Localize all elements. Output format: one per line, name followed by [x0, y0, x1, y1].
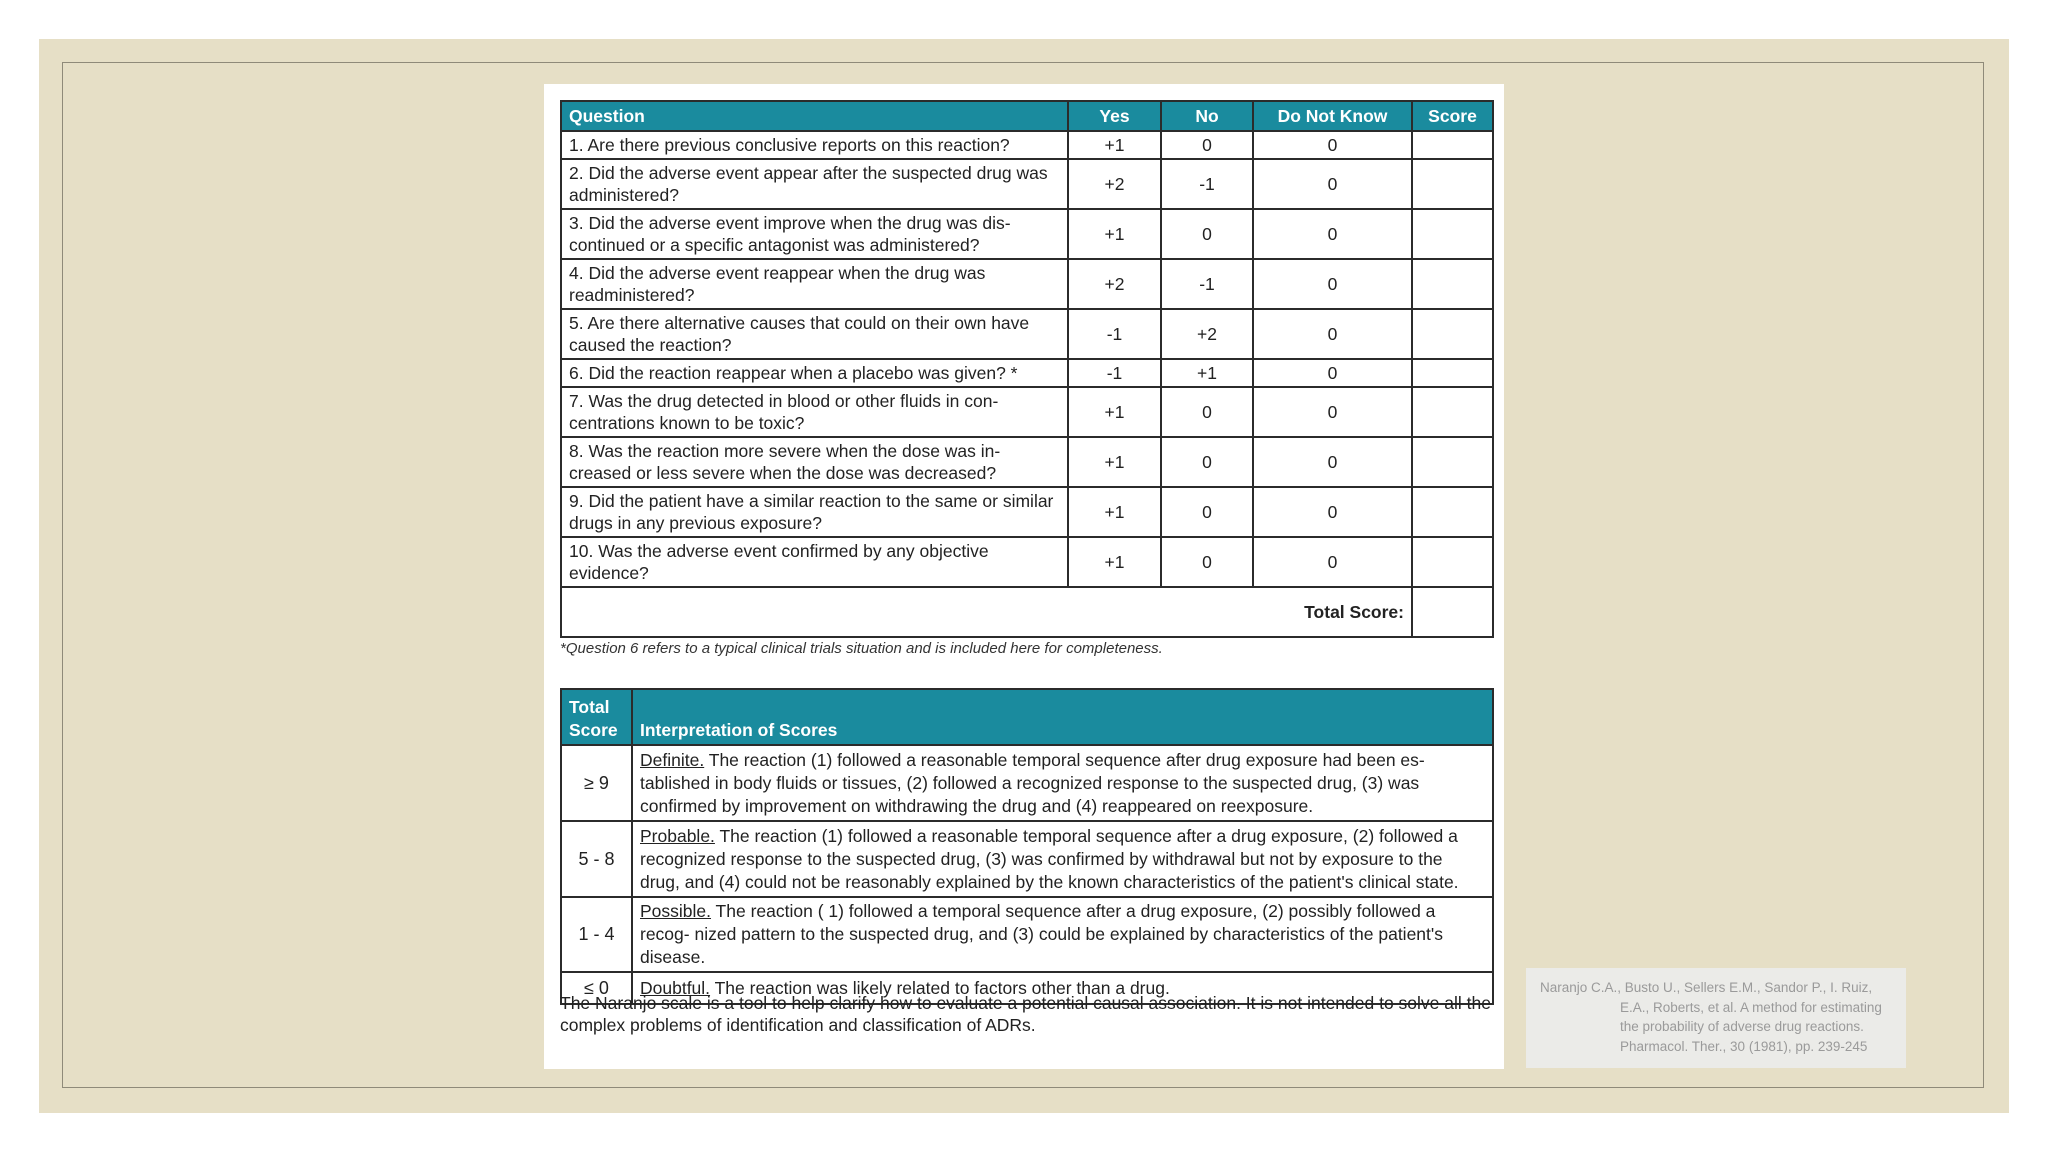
do-not-know-value: 0: [1253, 209, 1412, 259]
score-cell[interactable]: [1412, 131, 1493, 159]
do-not-know-value: 0: [1253, 259, 1412, 309]
total-score-cell[interactable]: [1412, 587, 1493, 637]
table-row: [561, 159, 1493, 209]
score-range: ≤ 0: [561, 972, 632, 1004]
yes-value: +1: [1068, 387, 1161, 437]
do-not-know-value: 0: [1253, 131, 1412, 159]
no-value: 0: [1161, 487, 1253, 537]
column-header-question: Question: [561, 101, 1068, 131]
citation-line-2: E.A., Roberts, et al. A method for estimating: [1620, 999, 1882, 1015]
table-row: [561, 387, 1493, 437]
category-description: The reaction (1) followed a reasonable temporal sequence after drug exposure had been es- tablished in body fluids or tissues, (2) followed a recognized response to the suspected drug, (3) was confirmed by improvement on withdrawing the drug and (4) reappeared on reexposure.: [640, 749, 1425, 816]
yes-value: +1: [1068, 487, 1161, 537]
footnote: *Question 6 refers to a typical clinical trials situation and is included here for completeness.: [560, 640, 1163, 657]
table-row: [561, 897, 1493, 972]
yes-value: +1: [1068, 131, 1161, 159]
score-cell[interactable]: [1412, 209, 1493, 259]
score-cell[interactable]: [1412, 159, 1493, 209]
table-header-row: [561, 689, 1493, 745]
no-value: 0: [1161, 437, 1253, 487]
naranjo-questionnaire-table: [560, 100, 1494, 638]
yes-value: +1: [1068, 209, 1161, 259]
header-total-line1: Total: [569, 697, 610, 717]
score-cell[interactable]: [1412, 487, 1493, 537]
yes-value: -1: [1068, 309, 1161, 359]
table-row: [561, 259, 1493, 309]
score-cell[interactable]: [1412, 537, 1493, 587]
question-text: 1. Are there previous conclusive reports on this reaction?: [561, 131, 1068, 159]
table-row: [561, 131, 1493, 159]
citation-line-4: Pharmacol. Ther., 30 (1981), pp. 239-245: [1620, 1038, 1868, 1054]
column-header-score: Score: [1412, 101, 1493, 131]
score-cell[interactable]: [1412, 437, 1493, 487]
citation-box: [1526, 968, 1906, 1068]
no-value: +1: [1161, 359, 1253, 387]
no-value: -1: [1161, 259, 1253, 309]
question-text: 4. Did the adverse event reappear when the drug was readministered?: [561, 259, 1068, 309]
column-header-interpretation: Interpretation of Scores: [632, 689, 1493, 745]
table-row: [561, 437, 1493, 487]
score-cell[interactable]: [1412, 259, 1493, 309]
table-row: [561, 487, 1493, 537]
do-not-know-value: 0: [1253, 437, 1412, 487]
category-term: Definite.: [640, 749, 705, 770]
closing-paragraph: The Naranjo scale is a tool to help clarify how to evaluate a potential causal association. It is not intended to solve all the complex problems of identification and classification of ADRs.: [560, 993, 1491, 1035]
no-value: 0: [1161, 131, 1253, 159]
no-value: -1: [1161, 159, 1253, 209]
do-not-know-value: 0: [1253, 159, 1412, 209]
score-range: 1 - 4: [561, 897, 632, 972]
no-value: 0: [1161, 387, 1253, 437]
score-range: ≥ 9: [561, 745, 632, 821]
question-text: 2. Did the adverse event appear after the suspected drug was administered?: [561, 159, 1068, 209]
question-text: 9. Did the patient have a similar reaction to the same or similar drugs in any previous exposure?: [561, 487, 1068, 537]
score-range: 5 - 8: [561, 821, 632, 897]
table-row: [561, 309, 1493, 359]
no-value: 0: [1161, 209, 1253, 259]
category-description: The reaction was likely related to factors other than a drug.: [710, 977, 1170, 998]
interpretation-table: [560, 688, 1494, 1005]
question-text: 6. Did the reaction reappear when a placebo was given? *: [561, 359, 1068, 387]
category-term: Possible.: [640, 901, 712, 921]
column-header-do-not-know: Do Not Know: [1253, 101, 1412, 131]
do-not-know-value: 0: [1253, 537, 1412, 587]
total-score-row: [561, 587, 1493, 637]
do-not-know-value: 0: [1253, 309, 1412, 359]
citation-line-3: the probability of adverse drug reactions.: [1620, 1019, 1864, 1034]
interpretation-text: [632, 745, 1493, 821]
do-not-know-value: 0: [1253, 359, 1412, 387]
table-row: [561, 537, 1493, 587]
interpretation-text: [632, 897, 1493, 972]
category-term: Probable.: [640, 825, 715, 846]
score-cell[interactable]: [1412, 359, 1493, 387]
score-cell[interactable]: [1412, 387, 1493, 437]
naranjo-scale-document: [544, 84, 1504, 1069]
yes-value: -1: [1068, 359, 1161, 387]
yes-value: +2: [1068, 259, 1161, 309]
question-text: 3. Did the adverse event improve when the drug was dis- continued or a specific antagonist was administered?: [561, 209, 1068, 259]
header-total-line2: Score: [569, 720, 618, 740]
score-cell[interactable]: [1412, 309, 1493, 359]
yes-value: +1: [1068, 437, 1161, 487]
table-row: [561, 745, 1493, 821]
category-term: Doubtful.: [640, 977, 711, 998]
category-description: The reaction (1) followed a reasonable temporal sequence after a drug exposure, (2) followed a recognized response to the suspected drug, (3) was confirmed by withdrawal but not by exposure to the drug, and (4) could not be reasonably explained by the known characteristics of the patient's clinical state.: [640, 825, 1459, 892]
column-header-no: No: [1161, 101, 1253, 131]
question-text: 10. Was the adverse event confirmed by any objective evidence?: [561, 537, 1068, 587]
interpretation-text: [632, 821, 1493, 897]
yes-value: +1: [1068, 537, 1161, 587]
column-header-total-score: [561, 689, 632, 745]
category-description: The reaction ( 1) followed a temporal sequence after a drug exposure, (2) possibly followed a recog- nized pattern to the suspected drug, and (3) could be explained by characteristics of the patient's disease.: [640, 901, 1443, 967]
total-score-label: Total Score:: [561, 587, 1412, 637]
do-not-know-value: 0: [1253, 487, 1412, 537]
no-value: 0: [1161, 537, 1253, 587]
yes-value: +2: [1068, 159, 1161, 209]
table-row: [561, 821, 1493, 897]
question-text: 5. Are there alternative causes that could on their own have caused the reaction?: [561, 309, 1068, 359]
citation-line-1: Naranjo C.A., Busto U., Sellers E.M., Sandor P., I. Ruiz,: [1540, 980, 1873, 995]
table-header-row: [561, 101, 1493, 131]
question-text: 8. Was the reaction more severe when the dose was in- creased or less severe when the dose was decreased?: [561, 437, 1068, 487]
column-header-yes: Yes: [1068, 101, 1161, 131]
do-not-know-value: 0: [1253, 387, 1412, 437]
table-row: [561, 359, 1493, 387]
table-row: [561, 209, 1493, 259]
no-value: +2: [1161, 309, 1253, 359]
question-text: 7. Was the drug detected in blood or other fluids in con- centrations known to be toxic?: [561, 387, 1068, 437]
